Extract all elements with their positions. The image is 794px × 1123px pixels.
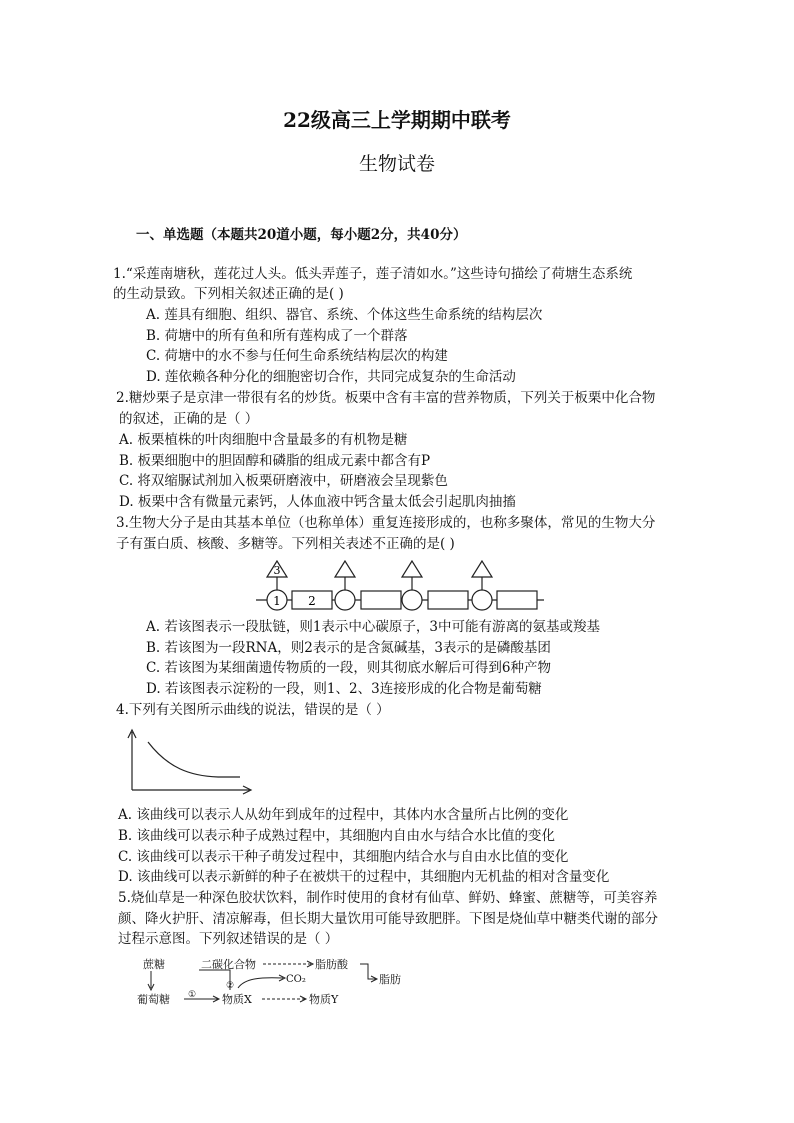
- q3-option-b: B. 若该图为一段RNA，则2表示的是含氮碱基，3表示的是磷酸基团: [146, 640, 551, 656]
- exam-subtitle: 生物试卷: [358, 153, 435, 175]
- q2-option-b: B. 板栗细胞中的胆固醇和磷脂的组成元素中都含有P: [119, 453, 431, 469]
- label-substance-y: 物质Y: [309, 993, 339, 1006]
- label-co2: CO₂: [286, 974, 306, 985]
- q1-stem-line-1: 1.“采莲南塘秋，莲花过人头。低头弄莲子，莲子清如水。”这些诗句描绘了荷塘生态系统: [113, 266, 633, 282]
- q3-option-c: C. 若该图为某细菌遗传物质的一段，则其彻底水解后可得到6种产物: [146, 660, 552, 676]
- q5-stem-line-3: 过程示意图。下列叙述错误的是（ ）: [118, 931, 339, 947]
- q1-option-a: A. 莲具有细胞、组织、器官、系统、个体这些生命系统的结构层次: [146, 307, 543, 323]
- q4-option-a: A. 该曲线可以表示人从幼年到成年的过程中，其体内水含量所占比例的变化: [118, 807, 569, 823]
- q3-stem-line-2: 子有蛋白质、核酸、多糖等。下列相关表述不正确的是( ): [116, 536, 455, 552]
- q3-option-d: D. 若该图表示淀粉的一段，则1、2、3连接形成的化合物是葡萄糖: [146, 681, 542, 697]
- q4-option-d: D. 该曲线可以表示新鲜的种子在被烘干的过程中，其细胞内无机盐的相对含量变化: [118, 869, 610, 885]
- q3-option-a: A. 若该图表示一段肽链，则1表示中心碳原子，3中可能有游离的氨基或羧基: [146, 619, 601, 635]
- q3-stem-line-1: 3.生物大分子是由其基本单位（也称单体）重复连接形成的，也称多聚体，常见的生物大分: [116, 515, 656, 531]
- q1-option-d: D. 莲依赖各种分化的细胞密切合作，共同完成复杂的生命活动: [146, 369, 516, 385]
- q1-option-c: C. 荷塘中的水不参与任何生命系统结构层次的构建: [146, 348, 448, 364]
- q2-stem-line-1: 2.糖炒栗子是京津一带很有名的炒货。板栗中含有丰富的营养物质，下列关于板栗中化合物: [116, 390, 656, 406]
- arrow-to-co2: [238, 978, 283, 988]
- label-co2-compound: 二碳化合物: [201, 958, 256, 971]
- label-sucrose: 蔗糖: [143, 958, 165, 971]
- diagram-label-2: 2: [308, 594, 316, 608]
- q5-stem-line-1: 5.烧仙草是一种深色胶状饮料，制作时使用的食材有仙草、鲜奶、蜂蜜、蔗糖等，可美容养: [118, 890, 658, 906]
- q2-option-c: C. 将双缩脲试剂加入板栗研磨液中，研磨液会呈现紫色: [119, 473, 448, 489]
- q4-option-c: C. 该曲线可以表示干种子萌发过程中，其细胞内结合水与自由水比值的变化: [118, 849, 569, 865]
- diagram-label-3: 3: [273, 564, 281, 577]
- label-glucose: 葡萄糖: [137, 993, 170, 1006]
- diagram-label-1: 1: [273, 594, 281, 608]
- q4-stem: 4.下列有关图所示曲线的说法，错误的是（ ）: [116, 702, 390, 718]
- section-heading: 一、单选题（本题共20道小题，每小题2分，共40分）: [136, 227, 467, 243]
- label-substance-x: 物质X: [222, 993, 252, 1006]
- q2-stem-line-2: 的叙述，正确的是（ ）: [119, 411, 259, 427]
- exam-title: 22级高三上学期期中联考: [283, 108, 511, 132]
- label-step-2: ②: [226, 981, 235, 991]
- q5-stem-line-2: 颜、降火护肝、清凉解毒，但长期大量饮用可能导致肥胖。下图是烧仙草中糖类代谢的部分: [118, 911, 658, 927]
- q2-option-d: D. 板栗中含有微量元素钙，人体血液中钙含量太低会引起肌肉抽搐: [119, 494, 516, 510]
- label-step-1: ①: [188, 990, 197, 1000]
- q4-option-b: B. 该曲线可以表示种子成熟过程中，其细胞内自由水与结合水比值的变化: [118, 828, 556, 844]
- label-fat: 脂肪: [379, 973, 401, 986]
- q1-stem-line-2: 的生动景致。下列相关叙述正确的是( ): [113, 286, 344, 302]
- q1-option-b: B. 荷塘中的所有鱼和所有莲构成了一个群落: [146, 328, 408, 344]
- label-fatty-acid: 脂肪酸: [315, 958, 348, 971]
- q2-option-a: A. 板栗植株的叶肉细胞中含量最多的有机物是糖: [119, 432, 408, 448]
